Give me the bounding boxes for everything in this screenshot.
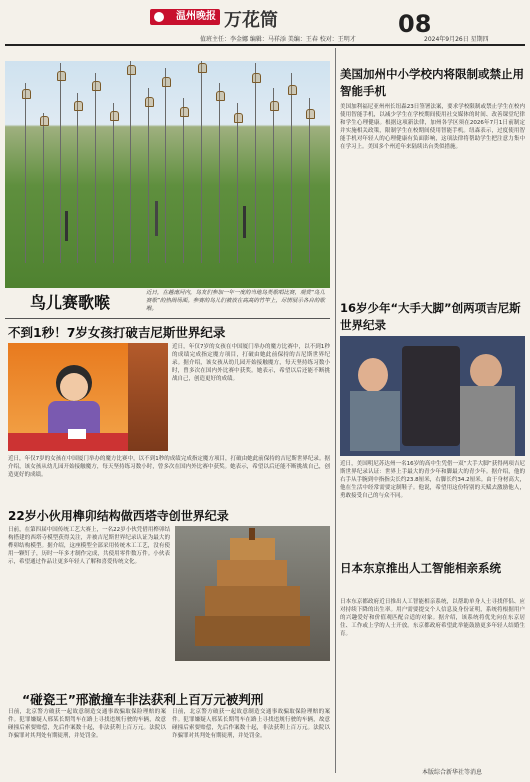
header-rule bbox=[5, 44, 525, 46]
headline-japan-ai-matchmaking: 日本东京推出人工智能相亲系统 bbox=[340, 561, 501, 575]
teen-hands-photo bbox=[340, 336, 525, 456]
page-header bbox=[0, 0, 530, 38]
article-california-body: 美国加利福尼亚州州长纽森23日签署法案，要求学校限制或禁止学生在校内使用智能手机，以减少学生在学校期间使用社交媒体的时间、改善课堂纪律和学生心理健康。根据这项新法律，加州各学区须在2026年7月1日前制定并实施相关政策，限制学生在校期间使用智能手机。纽森表示，过度使用智能手机对年轻人的心理健康有负面影响，这项法律将帮助学生把注意力集中在学习上。美国多个州近年来陆续出台类似措施。 bbox=[340, 104, 525, 150]
article-one-second-body: 近日，年仅7岁的女孩在中国厦门举办的魔方比赛中，以不到1秒的成绩完成指定魔方项目，打破由她此前保持的吉尼斯世界纪录。据介绍，该女孩从幼儿园开始接触魔方，每天坚持练习数小时，曾多次在国内外比赛中获奖。她表示，希望以后还能不断挑战自己，创造更好的成绩。 bbox=[8, 456, 330, 478]
logo-mark-icon bbox=[154, 12, 164, 22]
photo-caption-title: 鸟儿赛歌喉 bbox=[30, 293, 111, 312]
headline-pagoda-record: 22岁小伙用榫卯结构做西塔寺创世界纪录 bbox=[8, 509, 229, 523]
article-pagoda-body: 日前，在第四届中国传统工艺大赛上，一名22岁小伙凭借用榫卯结构搭建的西塔寺模型获得关注，并被吉尼斯世界纪录认证为最大的榫卯结构模型。据介绍，这座模型全部采用传统木工工艺，没有使用一颗钉子，历时一年多才制作完成，共使用零件数万件。小伙表示，希望通过作品让更多年轻人了解和喜爱传统文化。 bbox=[8, 527, 170, 565]
article-porcelain-body-left: 日前，北京警方破获一起故意制造交通事故骗取保险理赔的案件。犯罪嫌疑人邢某长期驾车在路上寻找违规行驶的车辆，故意碰撞后索要赔偿，先后作案数十起，非法获利上百万元。法院以诈骗罪对其判处有期徒刑，并处罚金。 bbox=[8, 709, 166, 739]
article-porcelain-body-right: 日前，北京警方破获一起故意制造交通事故骗取保险理赔的案件。犯罪嫌疑人邢某长期驾车在路上寻找违规行驶的车辆，故意碰撞后索要赔偿，先后作案数十起，非法获利上百万元。法院以诈骗罪对其判处有期徒刑，并处罚金。 bbox=[172, 709, 330, 739]
bird-contest-photo bbox=[5, 61, 330, 288]
edition-line: 值班主任：李金娜 编辑：马祥添 美编：王春 校对：王明才 bbox=[200, 36, 356, 43]
newspaper-logo bbox=[150, 9, 220, 25]
column-title: 万花筒 bbox=[224, 10, 278, 31]
column-divider bbox=[335, 48, 336, 773]
headline-one-second-record: 不到1秒！7岁女孩打破吉尼斯世界纪录 bbox=[8, 325, 226, 340]
article-one-second-body-right: 近日，年仅7岁的女孩在中国厦门举办的魔方比赛中，以不到1秒的成绩完成指定魔方项目，打破由她此前保持的吉尼斯世界纪录。据介绍，该女孩从幼儿园开始接触魔方，每天坚持练习数小时，曾多次在国内外比赛中获奖。她表示，希望以后还能不断挑战自己，创造更好的成绩。 bbox=[172, 344, 330, 382]
article-japan-ai-body: 日本东京都政府近日推出人工智能相亲系统，以帮助单身人士寻找伴侣、应对持续下降的出生率。用户需要提交个人信息及身份证明，系统将根据用户的兴趣爱好和价值观匹配合适的对象。据介绍，该系统将优先向在东京居住、工作或上学的人士开放。东京都政府希望此举能鼓励更多年轻人结婚生育。 bbox=[340, 599, 525, 637]
girl-rubik-side-photo bbox=[128, 343, 168, 451]
paper-name: 温州晚报 bbox=[176, 11, 216, 22]
article-big-hands-body: 近日，美国明尼苏达州一名16岁的高中生凭借一双“大手大脚”获得两项吉尼斯世界纪录认证：世界上手最大的青少年和脚最大的青少年。据介绍，他的右手从手腕到中指指尖长约23.8厘米，右脚长约34.2厘米。由于身材高大，他在生活中经常需要定制鞋子。他说，希望用这份特别的天赋去激励他人，勇敢接受自己的与众不同。 bbox=[340, 461, 525, 499]
pagoda-model-photo bbox=[175, 526, 330, 661]
headline-big-hands-feet: 16岁少年“大手大脚”创两项吉尼斯世界纪录 bbox=[340, 301, 521, 332]
headline-porcelain-king: “碰瓷王”邢澈撞车非法获利上百万元被判刑 bbox=[22, 692, 264, 707]
photo-caption-text: 近日，在越南河内，鸟友们参加一年一度的当地鸟类歌唱比赛，观赏“鸟儿赛歌”的热闹场面。参赛的鸟儿们被放在高高的竹竿上，尽情展示各自的歌喉。 bbox=[146, 290, 325, 312]
section-divider bbox=[5, 318, 330, 319]
headline-california-phones: 美国加州中小学校内将限制或禁止用智能手机 bbox=[340, 67, 524, 98]
page-number: 08 bbox=[398, 10, 432, 38]
page-footer: 本版综合新华社等消息 bbox=[422, 769, 483, 776]
page-date: 2024年9月26日 星期四 bbox=[424, 36, 489, 43]
